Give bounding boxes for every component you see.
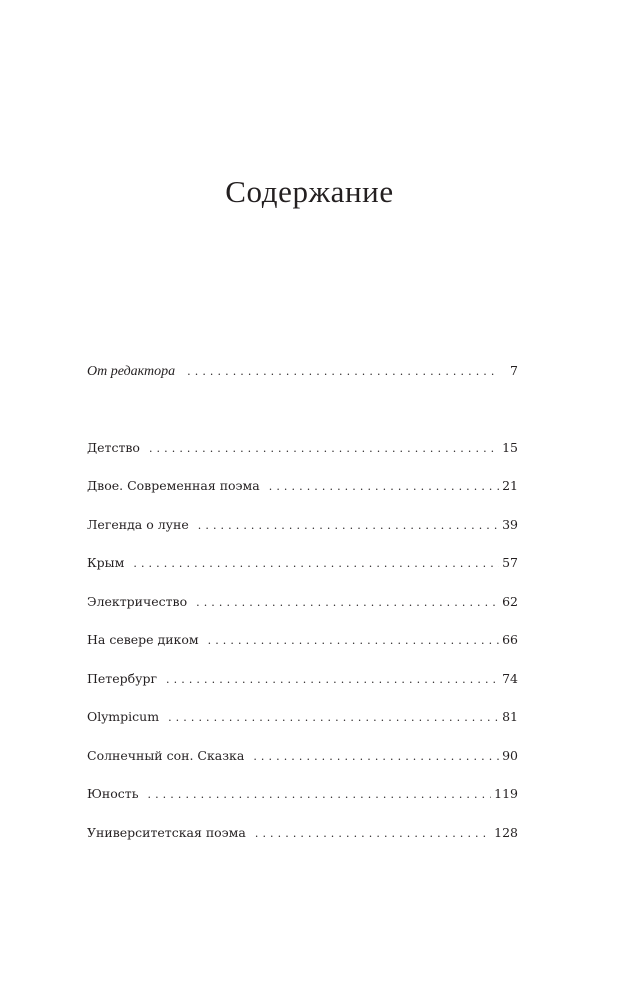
toc-entry[interactable] xyxy=(87,440,518,460)
toc-entry-title: На севере диком xyxy=(87,632,199,647)
toc-entry[interactable] xyxy=(87,748,518,768)
dot-leader xyxy=(269,480,499,493)
toc-entry-page: 62 xyxy=(502,594,518,609)
toc-entry[interactable] xyxy=(87,632,518,652)
toc-entry-page: 90 xyxy=(502,748,518,763)
toc-entry[interactable] xyxy=(87,709,518,729)
toc-entry-title: Детство xyxy=(87,440,140,455)
dot-leader xyxy=(149,442,499,455)
toc-entry-title: От редактора xyxy=(87,364,176,379)
dot-leader xyxy=(255,827,491,840)
toc-entry-title: Крым xyxy=(87,555,125,570)
page-title: Содержание xyxy=(225,174,394,209)
toc-entry[interactable] xyxy=(87,786,518,806)
toc-entry-page: 119 xyxy=(494,786,518,801)
toc-entry-title: Юность xyxy=(87,786,139,801)
dot-leader xyxy=(253,750,499,763)
dot-leader xyxy=(148,788,492,801)
toc-entry-page: 15 xyxy=(502,440,518,455)
toc-entry-page: 74 xyxy=(502,671,518,686)
toc-entry-page: 57 xyxy=(502,555,518,570)
toc-entry[interactable] xyxy=(87,671,518,691)
dot-leader xyxy=(187,365,498,378)
toc-entry[interactable] xyxy=(87,517,518,537)
dot-leader xyxy=(198,519,499,532)
toc-entry-foreword[interactable] xyxy=(87,363,518,383)
toc-entry[interactable] xyxy=(87,594,518,614)
toc-entry-page: 21 xyxy=(502,478,518,493)
toc-entry-title: Olympicum xyxy=(87,709,160,724)
dot-leader xyxy=(133,557,499,570)
toc-entry-title: Электричество xyxy=(87,594,188,609)
toc-entry-page: 81 xyxy=(502,709,518,724)
dot-leader xyxy=(208,634,499,647)
toc-entry-title: Двое. Современная поэма xyxy=(87,478,260,493)
toc-entry-title: Университетская поэма xyxy=(87,825,246,840)
toc-entry-title: Петербург xyxy=(87,671,158,686)
toc-entry[interactable] xyxy=(87,825,518,845)
toc-entry-title: Легенда о луне xyxy=(87,517,189,532)
toc-entry[interactable] xyxy=(87,555,518,575)
dot-leader xyxy=(168,711,499,724)
toc-entry-page: 7 xyxy=(510,363,518,378)
toc-entry-page: 66 xyxy=(502,632,518,647)
toc-entry-page: 128 xyxy=(494,825,518,840)
toc-entry-title: Солнечный сон. Сказка xyxy=(87,748,245,763)
dot-leader xyxy=(196,596,499,609)
toc-entry-page: 39 xyxy=(502,517,518,532)
dot-leader xyxy=(166,673,499,686)
toc-entry[interactable] xyxy=(87,478,518,498)
